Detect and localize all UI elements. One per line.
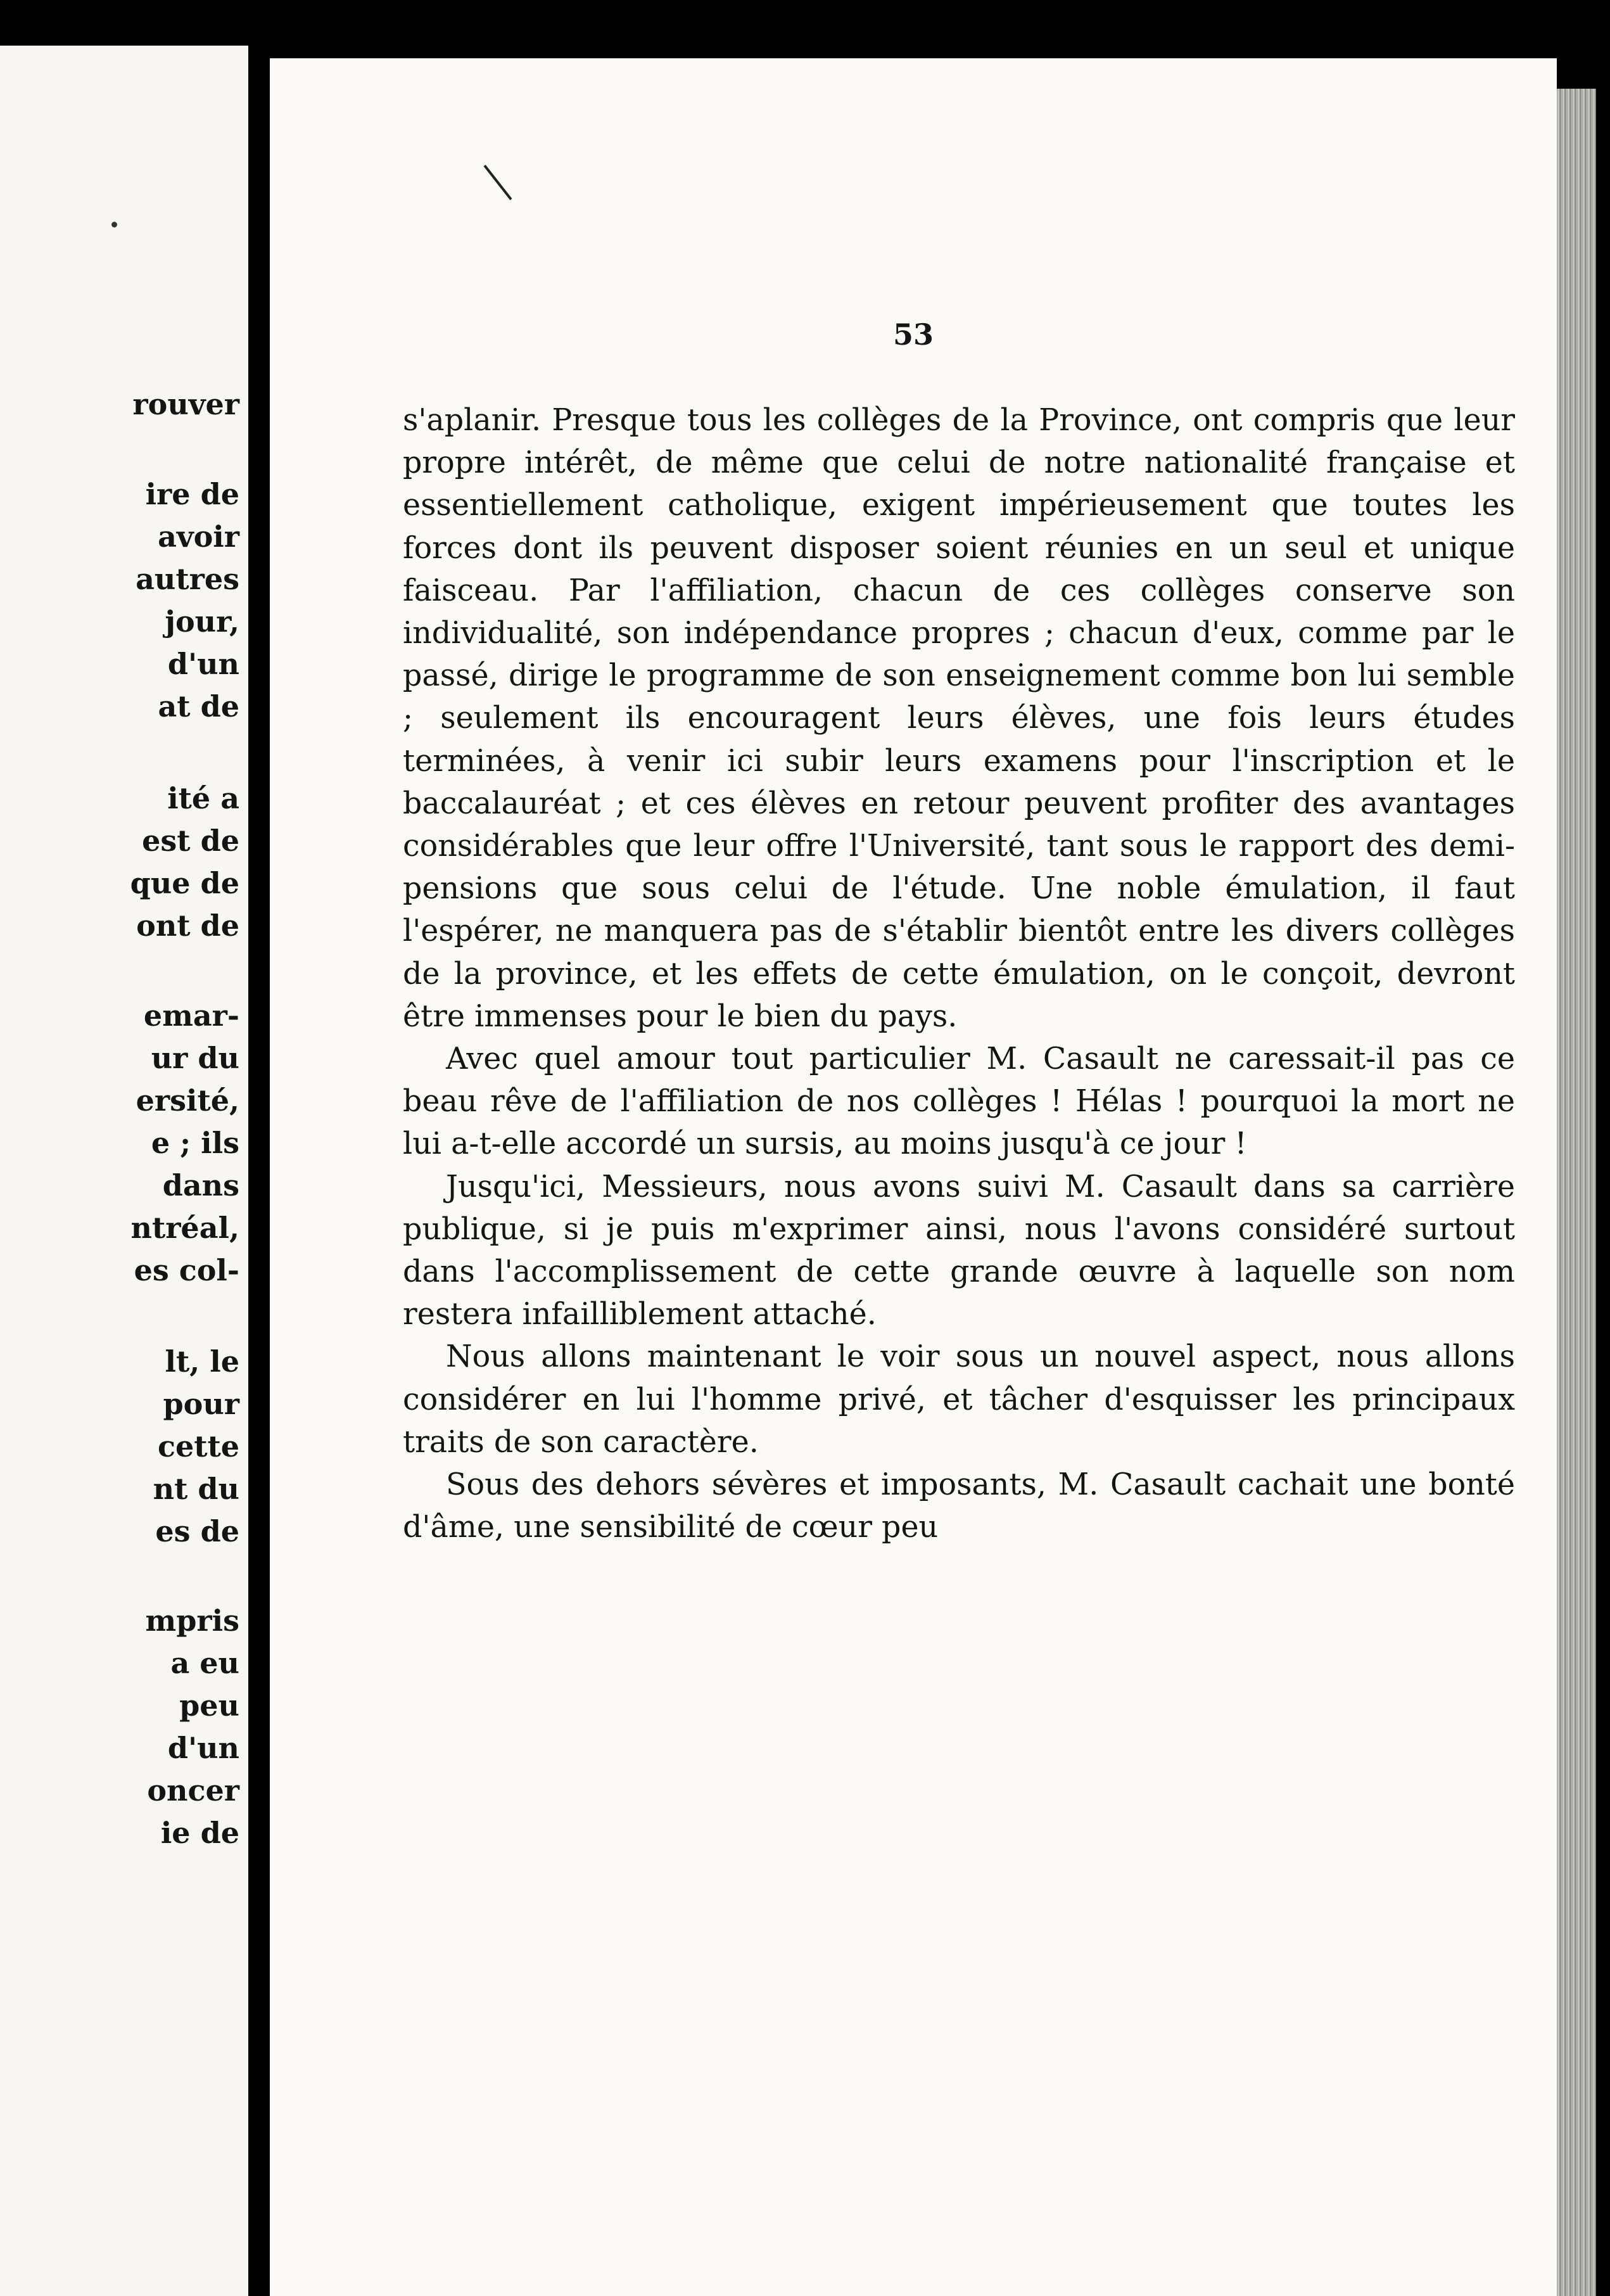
left-line: ire de <box>145 477 239 511</box>
left-line: avoir <box>158 520 239 554</box>
left-line: cette <box>157 1429 239 1464</box>
left-line: que de <box>130 866 239 900</box>
left-line: dans <box>162 1168 239 1202</box>
book-gutter <box>248 0 270 2296</box>
left-line: ité a <box>167 781 239 815</box>
paragraph: Jusqu'ici, Messieurs, nous avons suivi M. Casault dans sa carrière publique, si je puis m'exprimer ainsi, nous l'avons considéré surtout dans l'accomplissement de cette grande œuvre à laquelle son nom restera infailliblement attaché. <box>403 1169 1515 1332</box>
left-line: ont de <box>136 909 239 943</box>
left-line: ur du <box>151 1041 239 1075</box>
left-line: rouver <box>132 387 239 421</box>
left-line: est de <box>142 824 239 858</box>
left-line: d'un <box>167 1731 239 1765</box>
left-line: peu <box>179 1688 239 1723</box>
left-line: mpris <box>145 1604 239 1638</box>
page-number: 53 <box>892 317 934 352</box>
left-line: es col- <box>134 1253 239 1287</box>
left-line: ersité, <box>136 1083 239 1118</box>
left-line: nt du <box>153 1472 239 1506</box>
page-block-edge <box>1557 89 1596 2296</box>
stray-ink-mark <box>483 165 512 200</box>
paragraph: Nous allons maintenant le voir sous un nouvel aspect, nous allons considérer en lui l'homme privé, et tâcher d'esquisser les principaux traits de son caractère. <box>403 1339 1515 1460</box>
left-line: d'un <box>167 647 239 681</box>
body-text <box>403 399 1515 1548</box>
paragraph: Sous des dehors sévères et imposants, M. Casault cachait une bonté d'âme, une sensibilité de cœur peu <box>403 1467 1515 1545</box>
left-line: jour, <box>165 604 239 639</box>
left-line: e ; ils <box>151 1126 239 1160</box>
left-line: a eu <box>170 1646 239 1680</box>
paragraph: Avec quel amour tout particulier M. Casault ne caressait-il pas ce beau rêve de l'affiliation de nos collèges ! Hélas ! pourquoi la mort ne lui a-t-elle accordé un sursis, au moins jusqu'à ce jour ! <box>403 1042 1515 1162</box>
left-line: ntréal, <box>130 1211 239 1245</box>
left-line: at de <box>158 689 239 724</box>
book-page <box>270 58 1557 2296</box>
paragraph: s'aplanir. Presque tous les collèges de la Province, ont compris que leur propre intérêt, de même que celui de notre nationalité française et essentiellement catholique, exigent impérieusement que toutes les forces dont ils peuvent disposer soient réunies en un seul et unique faisceau. Par l'affiliation, chacun de ces collèges conserve son individualité, son indépendance propres ; chacun d'eux, comme par le passé, dirige le programme de son enseignement comme bon lui semble ; seulement ils encouragent leurs élèves, une fois leurs études terminées, à venir ici subir leurs examens pour l'inscription et le baccalauréat ; et ces élèves en retour peuvent profiter des avantages considérables que leur offre l'Université, tant sous le rapport des demi-pensions que sous celui de l'étude. Une noble émulation, il faut l'espérer, ne manquera pas de s'établir bientôt entre les divers collèges de la province, et les effets de cette émulation, on le conçoit, devront être immenses pour le bien du pays. <box>403 403 1515 1034</box>
left-line: pour <box>163 1387 239 1421</box>
ink-speck <box>111 222 117 227</box>
left-line: emar- <box>143 998 239 1033</box>
left-facing-page <box>0 46 248 2296</box>
left-line: es de <box>155 1514 239 1548</box>
left-line: autres <box>136 562 239 596</box>
left-line: ie de <box>160 1816 239 1850</box>
left-line: lt, le <box>165 1344 239 1379</box>
left-line: oncer <box>147 1773 239 1808</box>
